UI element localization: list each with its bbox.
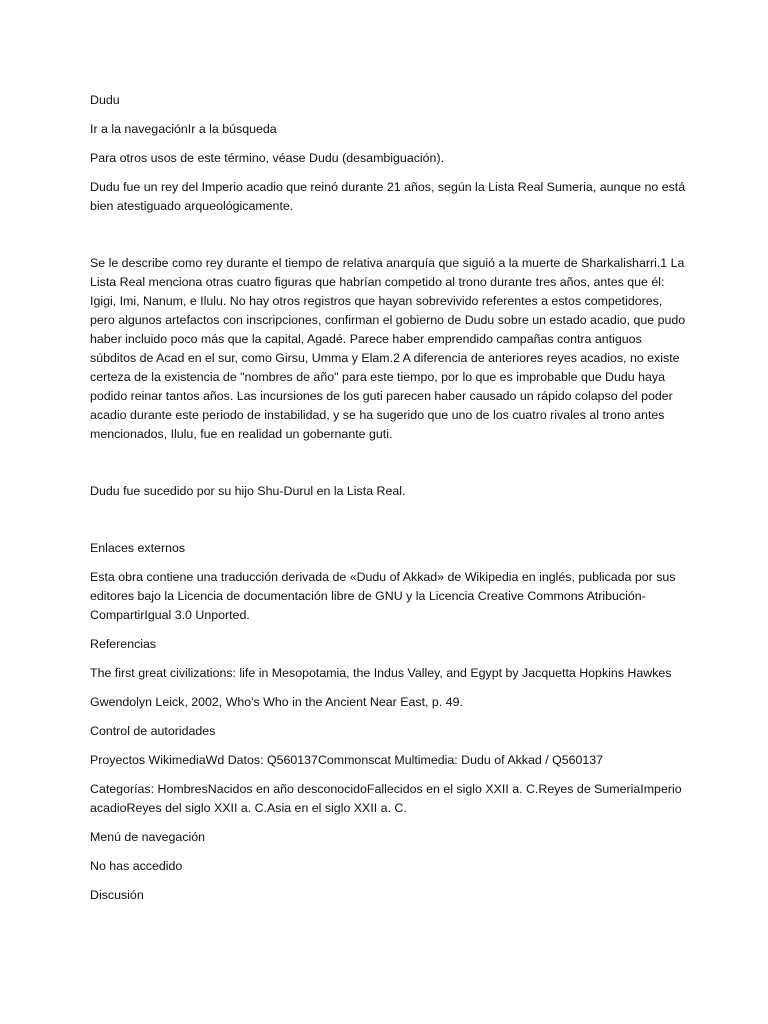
reference-item: The first great civilizations: life in Mesopotamia, the Indus Valley, and Egypt by Jacquetta Hopkins Hawkes	[90, 666, 672, 680]
reference-item: Gwendolyn Leick, 2002, Who's Who in the Ancient Near East, p. 49.	[90, 695, 463, 709]
skip-links: Ir a la navegaciónIr a la búsqueda	[90, 122, 277, 136]
license-paragraph: Esta obra contiene una traducción derivada de «Dudu of Akkad» de Wikipedia en inglés, publicada por sus editores bajo la Licencia de documentación libre de GNU y la Licencia Creative Commons Atribución-CompartirIgual 3.0 Unported.	[90, 570, 676, 622]
categories-list: Categorías: HombresNacidos en año desconocidoFallecidos en el siglo XXII a. C.Reyes de SumeriaImperio acadioReyes del siglo XXII a. C.Asia en el siglo XXII a. C.	[90, 782, 682, 815]
intro-paragraph: Dudu fue un rey del Imperio acadio que reinó durante 21 años, según la Lista Real Sumeria, aunque no está bien atestiguado arqueológicamente.	[90, 180, 686, 213]
login-status: No has accedido	[90, 859, 183, 873]
succession-paragraph: Dudu fue sucedido por su hijo Shu-Durul en la Lista Real.	[90, 484, 406, 498]
wikimedia-projects: Proyectos WikimediaWd Datos: Q560137Commonscat Multimedia: Dudu of Akkad / Q560137	[90, 753, 604, 767]
nav-menu-heading: Menú de navegación	[90, 830, 206, 844]
disambiguation-note: Para otros usos de este término, véase Dudu (desambiguación).	[90, 151, 445, 165]
spacer	[90, 226, 690, 254]
external-links-heading: Enlaces externos	[90, 541, 186, 555]
article-title: Dudu	[90, 93, 120, 107]
discussion-link: Discusión	[90, 888, 144, 902]
references-heading: Referencias	[90, 637, 157, 651]
spacer	[90, 511, 690, 539]
authority-control-heading: Control de autoridades	[90, 724, 216, 738]
spacer	[90, 454, 690, 482]
document-body	[90, 91, 690, 915]
body-paragraph: Se le describe como rey durante el tiempo de relativa anarquía que siguió a la muerte de Sharkalisharri.1 La Lista Real menciona otras cuatro figuras que habrían competido al trono durante tres años, antes que él: Igigi, Imi, Nanum, e Ilulu. No hay otros registros que hayan sobrevivido referentes a estos competidores, pero algunos artefactos con inscripciones, confirman el gobierno de Dudu sobre un estado acadio, que pudo haber incluido poco más que la capital, Agadé. Parece haber emprendido campañas contra antiguos súbditos de Acad en el sur, como Girsu, Umma y Elam.2 A diferencia de anteriores reyes acadios, no existe certeza de la existencia de "nombres de año" para este tiempo, por lo que es improbable que Dudu haya podido reinar tantos años. Las incursiones de los guti parecen haber causado un rápido colapso del poder acadio durante este periodo de instabilidad, y se ha sugerido que uno de los cuatro rivales al trono antes mencionados, Ilulu, fue en realidad un gobernante guti.	[90, 256, 686, 441]
